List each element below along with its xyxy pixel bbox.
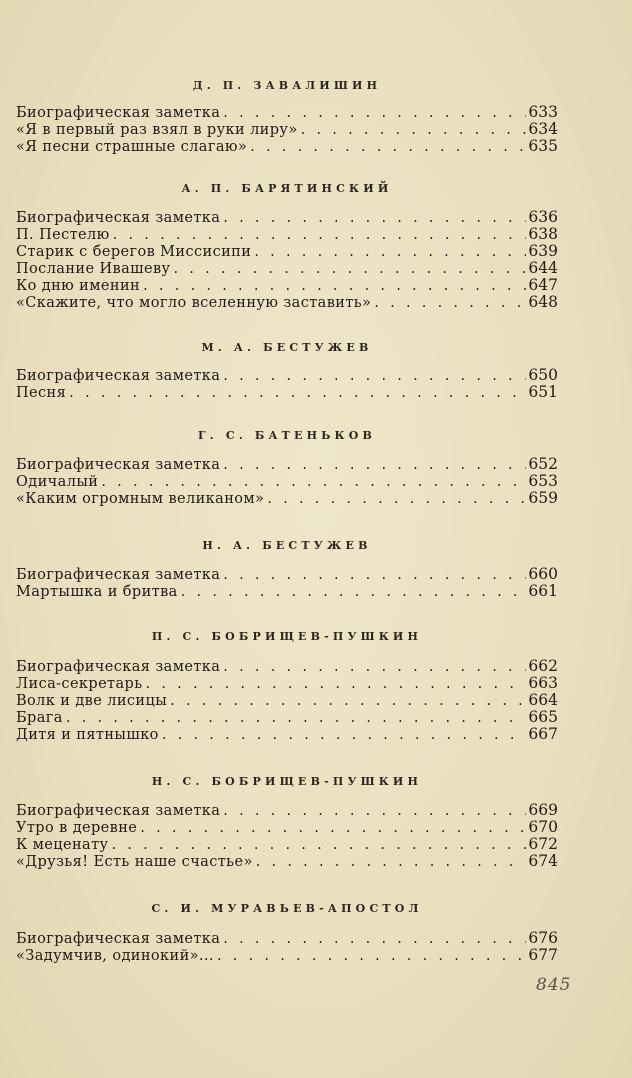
entry-title: Биографическая заметка	[16, 457, 221, 473]
dot-leader	[301, 122, 526, 139]
entry-title: Биографическая заметка	[16, 803, 221, 819]
entry-page-number: 665	[528, 708, 558, 726]
dot-leader	[101, 474, 526, 491]
toc-entry	[16, 566, 558, 583]
author-heading: С. И. МУРАВЬЕВ-АПОСТОЛ	[151, 902, 423, 915]
author-heading: Н. А. БЕСТУЖЕВ	[202, 539, 372, 552]
entry-title: Мартышка и бритва	[16, 584, 178, 600]
author-heading: М. А. БЕСТУЖЕВ	[201, 341, 373, 354]
entry-page-number: 659	[528, 489, 558, 507]
dot-leader	[69, 385, 526, 402]
toc-entry	[16, 947, 558, 964]
dot-leader	[181, 584, 526, 601]
author-heading: А. П. БАРЯТИНСКИЙ	[181, 182, 393, 195]
entry-title: «Я песни страшные слагаю»	[16, 139, 248, 155]
toc-entry	[16, 138, 558, 155]
entry-page-number: 661	[528, 582, 558, 600]
entry-title: Биографическая заметка	[16, 210, 221, 226]
entry-page-number: 634	[528, 120, 558, 138]
toc-entry	[16, 726, 558, 743]
entry-title: Лиса-секретарь	[16, 676, 143, 692]
entry-title: К меценату	[16, 837, 109, 853]
entry-title: Биографическая заметка	[16, 567, 221, 583]
entry-page-number: 667	[528, 725, 558, 743]
entry-page-number: 674	[528, 852, 558, 870]
dot-leader	[170, 693, 526, 710]
dot-leader	[223, 368, 526, 385]
toc-entry	[16, 802, 558, 819]
dot-leader	[223, 931, 526, 948]
entry-title: Послание Ивашеву	[16, 261, 171, 277]
toc-entry	[16, 930, 558, 947]
entry-page-number: 636	[528, 208, 558, 226]
toc-entry	[16, 260, 558, 277]
toc-entry	[16, 709, 558, 726]
dot-leader	[223, 567, 526, 584]
dot-leader	[66, 710, 526, 727]
entry-page-number: 676	[528, 929, 558, 947]
entry-page-number: 650	[528, 366, 558, 384]
dot-leader	[113, 227, 526, 244]
entry-title: «Каким огромным великаном»	[16, 491, 265, 507]
entry-page-number: 677	[528, 946, 558, 964]
toc-entry	[16, 367, 558, 384]
entry-title: Ко дню именин	[16, 278, 141, 294]
entry-page-number: 653	[528, 472, 558, 490]
entry-title: «Скажите, что могло вселенную заставить»	[16, 295, 372, 311]
entry-title: Волк и две лисицы	[16, 693, 168, 709]
toc-entry	[16, 104, 558, 121]
entry-page-number: 660	[528, 565, 558, 583]
entry-title: «Друзья! Есть наше счастье»	[16, 854, 253, 870]
author-heading: Н. С. БОБРИЩЕВ-ПУШКИН	[151, 775, 423, 788]
dot-leader	[223, 105, 526, 122]
entry-page-number: 647	[528, 276, 558, 294]
toc-entry	[16, 490, 558, 507]
dot-leader	[223, 659, 526, 676]
entry-page-number: 644	[528, 259, 558, 277]
toc-entry	[16, 384, 558, 401]
entry-title: Биографическая заметка	[16, 659, 221, 675]
entry-title: Песня	[16, 385, 67, 401]
dot-leader	[173, 261, 526, 278]
entry-page-number: 664	[528, 691, 558, 709]
dot-leader	[140, 820, 526, 837]
toc-entry	[16, 456, 558, 473]
toc-entry	[16, 121, 558, 138]
entry-title: П. Пестелю	[16, 227, 110, 243]
entry-title: Брага	[16, 710, 63, 726]
dot-leader	[111, 837, 526, 854]
entry-title: Старик с берегов Миссисипи	[16, 244, 252, 260]
entry-page-number: 670	[528, 818, 558, 836]
toc-entry	[16, 473, 558, 490]
entry-page-number: 672	[528, 835, 558, 853]
dot-leader	[223, 803, 526, 820]
toc-entry	[16, 226, 558, 243]
toc-entry	[16, 853, 558, 870]
entry-title: Утро в деревне	[16, 820, 138, 836]
author-heading: П. С. БОБРИЩЕВ-ПУШКИН	[151, 630, 423, 643]
dot-leader	[374, 295, 526, 312]
entry-page-number: 635	[528, 137, 558, 155]
entry-page-number: 669	[528, 801, 558, 819]
entry-page-number: 651	[528, 383, 558, 401]
entry-title: Одичалый	[16, 474, 99, 490]
toc-entry	[16, 675, 558, 692]
entry-title: «Задумчив, одинокий»...	[16, 948, 214, 964]
dot-leader	[223, 210, 526, 227]
toc-entry	[16, 294, 558, 311]
toc-entry	[16, 243, 558, 260]
entry-page-number: 638	[528, 225, 558, 243]
dot-leader	[146, 676, 527, 693]
dot-leader	[256, 854, 526, 871]
dot-leader	[223, 457, 526, 474]
dot-leader	[267, 491, 526, 508]
dot-leader	[217, 948, 526, 965]
entry-page-number: 663	[528, 674, 558, 692]
author-heading: Д. П. ЗАВАЛИШИН	[192, 79, 382, 92]
toc-entry	[16, 819, 558, 836]
entry-title: Дитя и пятнышко	[16, 727, 159, 743]
entry-title: Биографическая заметка	[16, 105, 221, 121]
dot-leader	[254, 244, 526, 261]
toc-entry	[16, 277, 558, 294]
entry-page-number: 633	[528, 103, 558, 121]
entry-title: «Я в первый раз взял в руки лиру»	[16, 122, 298, 138]
toc-entry	[16, 836, 558, 853]
entry-title: Биографическая заметка	[16, 368, 221, 384]
dot-leader	[250, 139, 526, 156]
toc-entry	[16, 583, 558, 600]
dot-leader	[143, 278, 526, 295]
entry-page-number: 652	[528, 455, 558, 473]
page-folio-number: 845	[536, 975, 572, 995]
entry-page-number: 662	[528, 657, 558, 675]
toc-entry	[16, 692, 558, 709]
entry-page-number: 648	[528, 293, 558, 311]
toc-entry	[16, 209, 558, 226]
toc-entry	[16, 658, 558, 675]
author-heading: Г. С. БАТЕНЬКОВ	[198, 429, 376, 442]
entry-title: Биографическая заметка	[16, 931, 221, 947]
dot-leader	[162, 727, 526, 744]
entry-page-number: 639	[528, 242, 558, 260]
